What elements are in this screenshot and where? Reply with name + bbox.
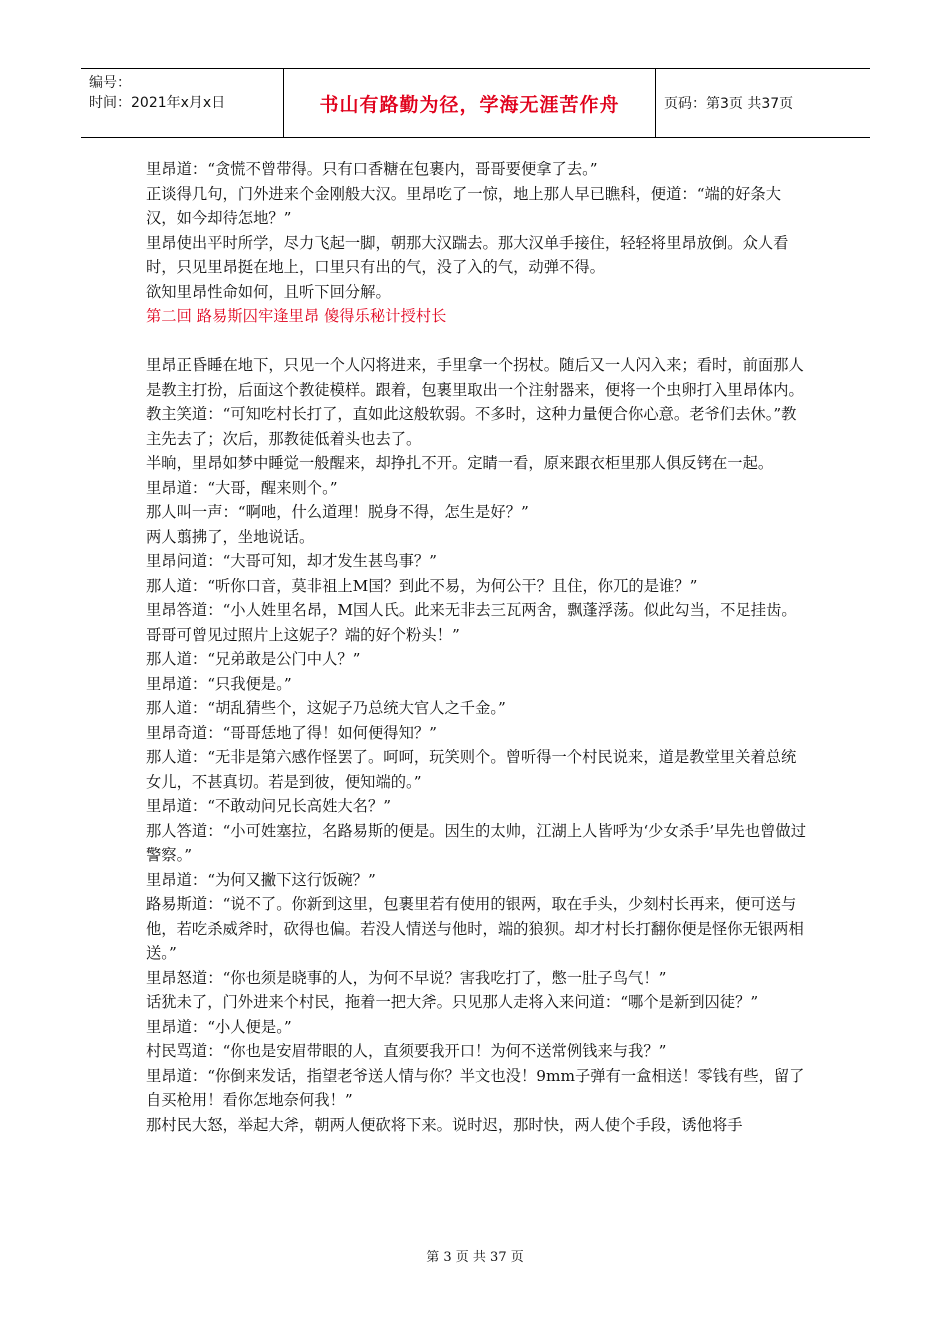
page-header xyxy=(81,68,870,138)
paragraph: 村民骂道：“你也是安眉带眼的人，直须要我开口！为何不送常例钱来与我？” xyxy=(146,1042,667,1060)
paragraph: 里昂问道：“大哥可知，却才发生甚鸟事？” xyxy=(146,552,437,570)
header-page-info: 页码：第3页 共37页 xyxy=(664,96,794,112)
paragraph: 里昂道：“小人便是。” xyxy=(146,1017,292,1036)
paragraph: 话犹未了，门外进来个村民，拖着一把大斧。只见那人走将入来问道：“哪个是新到囚徒？” xyxy=(146,993,759,1011)
paragraph: 正谈得几句，门外进来个金刚般大汉。里昂吃了一惊，地上那人早已瞧科，便道：“端的好条大汉，如今却待怎地？” xyxy=(146,184,781,227)
time-label: 时间：2021年x月x日 xyxy=(89,95,226,111)
paragraph: 里昂奇道：“哥哥恁地了得！如何便得知？” xyxy=(146,723,437,742)
paragraph: 那人道：“胡乱猜些个，这妮子乃总统大官人之千金。” xyxy=(146,699,506,717)
paragraph: 半晌，里昂如梦中睡觉一般醒来，却挣扎不开。定睛一看，原来跟衣柜里那人俱反铐在一起。 xyxy=(146,454,774,472)
paragraph: 欲知里昂性命如何，且听下回分解。 xyxy=(146,282,391,301)
paragraph: 里昂道：“你倒来发话，指望老爷送人情与你？半文也没！9mm子弹有一盒相送！零钱有些，留了自买枪用！看你怎地奈何我！” xyxy=(146,1066,805,1109)
header-motto: 书山有路勤为径，学海无涯苦作舟 xyxy=(284,69,656,137)
paragraph: 那人叫一声：“啊吔，什么道理！脱身不得，怎生是好？” xyxy=(146,503,529,521)
paragraph: 那人道：“无非是第六感作怪罢了。呵呵，玩笑则个。曾听得一个村民说来，道是教堂里关着总统女儿，不甚真切。若是到彼，便知端的。” xyxy=(146,748,797,791)
document-body xyxy=(146,157,810,1137)
chapter-title: 第二回 路易斯囚牢逢里昂 傻得乐秘计授村长 xyxy=(146,307,447,325)
paragraph: 里昂正昏睡在地下，只见一个人闪将进来，手里拿一个拐杖。随后又一人闪入来；看时，前面那人是教主打扮，后面这个教徒模样。跟着，包裹里取出一个注射器来，便将一个虫卵打入里昂体内。 xyxy=(146,356,804,399)
paragraph: 里昂道：“不敢动问兄长高姓大名？” xyxy=(146,797,392,815)
page-footer: 第 3 页 共 37 页 xyxy=(426,1250,524,1265)
paragraph: 两人翦拂了，坐地说话。 xyxy=(146,527,315,546)
paragraph: 里昂答道：“小人姓里名昂，M国人氏。此来无非去三瓦两舍，飘蓬浮荡。似此勾当，不足挂齿。哥哥可曾见过照片上这妮子？端的好个粉头！” xyxy=(146,601,797,644)
header-meta xyxy=(81,69,284,137)
paragraph: 里昂道：“只我便是。” xyxy=(146,674,292,693)
paragraph: 那人道：“兄弟敢是公门中人？” xyxy=(146,650,361,668)
paragraph: 那人道：“听你口音，莫非祖上M国？到此不易，为何公干？且住，你兀的是谁？” xyxy=(146,576,698,595)
paragraph: 路易斯道：“说不了。你新到这里，包裹里若有使用的银两，取在手头，少刻村长再来，便可送与他，若吃杀威斧时，砍得也偏。若没人情送与他时，端的狼狈。却才村长打翻你便是怪你无银两相送。” xyxy=(146,895,804,962)
paragraph: 里昂怒道：“你也须是晓事的人，为何不早说？害我吃打了，憋一肚子鸟气！” xyxy=(146,968,667,987)
paragraph: 里昂使出平时所学，尽力飞起一脚，朝那大汉踹去。那大汉单手接住，轻轻将里昂放倒。众人看时，只见里昂挺在地上，口里只有出的气，没了入的气，动弹不得。 xyxy=(146,233,789,276)
paragraph: 那村民大怒，举起大斧，朝两人便砍将下来。说时迟，那时快，两人使个手段，诱他将手 xyxy=(146,1115,743,1134)
paragraph: 里昂道：“为何又撇下这行饭碗？” xyxy=(146,870,376,889)
paragraph: 那人答道：“小可姓塞拉，名路易斯的便是。因生的太帅，江湖上人皆呼为‘少女杀手’早先也曾做过警察。” xyxy=(146,821,807,864)
paragraph: 教主笑道：“可知吃村长打了，直如此这般软弱。不多时，这种力量便合你心意。老爷们去休。”教主先去了；次后，那教徒低着头也去了。 xyxy=(146,405,797,448)
paragraph: 里昂道：“大哥，醒来则个。” xyxy=(146,478,338,497)
paragraph: 里昂道：“贪慌不曾带得。只有口香糖在包裹内，哥哥要便拿了去。” xyxy=(146,160,598,178)
code-label: 编号： xyxy=(89,75,131,91)
